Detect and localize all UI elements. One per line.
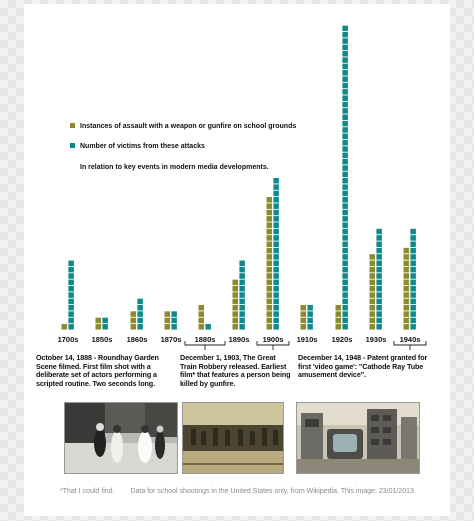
bar-unit-1900s [273, 178, 279, 184]
bar-unit-1900s [273, 267, 279, 273]
bar-unit-1930s [370, 280, 376, 286]
photo-great-train-robbery [182, 402, 284, 474]
bar-unit-1900s [273, 229, 279, 235]
bar-unit-1910s [307, 311, 313, 317]
x-tick-label: 1910s [296, 335, 318, 344]
bar-unit-1850s [102, 318, 108, 324]
x-tick-label: 1890s [228, 335, 250, 344]
photo-roundhay-garden [64, 402, 178, 474]
bar-unit-1930s [370, 254, 376, 260]
bar-unit-1920s [342, 178, 348, 184]
bar-unit-1920s [342, 311, 348, 317]
bar-unit-1940s [404, 261, 410, 267]
bar-unit-1910s [307, 305, 313, 311]
bar-unit-1910s [301, 318, 307, 324]
bar-unit-1900s [273, 222, 279, 228]
bar-unit-1920s [342, 254, 348, 260]
bar-unit-1890s [239, 286, 245, 292]
bar-unit-1890s [233, 324, 239, 330]
bar-unit-1890s [233, 318, 239, 324]
bar-unit-1920s [342, 261, 348, 267]
bar-unit-1900s [273, 261, 279, 267]
bar-unit-1940s [410, 235, 416, 241]
x-tick-label: 1860s [126, 335, 148, 344]
bar-unit-1890s [239, 273, 245, 279]
bar-unit-1920s [342, 89, 348, 95]
bar-unit-1900s [273, 235, 279, 241]
bar-unit-1700s [68, 273, 74, 279]
bar-unit-1940s [410, 324, 416, 330]
bar-unit-1940s [404, 280, 410, 286]
bar-unit-1860s [131, 311, 137, 317]
bar-unit-1900s [273, 273, 279, 279]
bar-unit-1930s [370, 261, 376, 267]
bar-unit-1900s [273, 210, 279, 216]
bar-unit-1930s [376, 299, 382, 305]
bar-unit-1920s [342, 121, 348, 127]
bar-unit-1920s [342, 216, 348, 222]
bar-unit-1920s [342, 267, 348, 273]
bar-unit-1920s [342, 45, 348, 51]
bar-unit-1900s [267, 235, 273, 241]
bar-unit-1930s [376, 248, 382, 254]
bar-unit-1930s [370, 305, 376, 311]
bar-unit-1920s [342, 102, 348, 108]
bar-unit-1900s [267, 203, 273, 209]
bar-unit-1850s [96, 324, 102, 330]
bar-unit-1890s [239, 305, 245, 311]
x-tick-label: 1870s [160, 335, 182, 344]
bar-unit-1880s [199, 318, 205, 324]
bar-unit-1860s [137, 305, 143, 311]
bar-unit-1900s [267, 299, 273, 305]
bar-unit-1900s [267, 197, 273, 203]
bar-unit-1920s [342, 159, 348, 165]
bar-unit-1900s [267, 222, 273, 228]
bar-unit-1940s [404, 299, 410, 305]
bar-unit-1900s [267, 242, 273, 248]
bar-unit-1900s [273, 197, 279, 203]
bar-unit-1920s [342, 38, 348, 44]
bar-unit-1890s [239, 299, 245, 305]
bar-unit-1930s [376, 311, 382, 317]
bar-unit-1940s [410, 305, 416, 311]
bar-unit-1920s [342, 197, 348, 203]
bar-unit-1930s [376, 235, 382, 241]
bar-unit-1700s [68, 280, 74, 286]
footnote: *That I could find. [60, 488, 115, 495]
bar-unit-1930s [370, 324, 376, 330]
bar-unit-1930s [376, 229, 382, 235]
bar-unit-1900s [267, 261, 273, 267]
bar-unit-1940s [410, 229, 416, 235]
bar-unit-1930s [376, 324, 382, 330]
bar-unit-1900s [267, 318, 273, 324]
bar-unit-1890s [233, 311, 239, 317]
bar-unit-1900s [267, 292, 273, 298]
bar-unit-1900s [273, 286, 279, 292]
bar-unit-1930s [376, 292, 382, 298]
bar-unit-1700s [68, 286, 74, 292]
bar-unit-1920s [342, 191, 348, 197]
bar-unit-1910s [307, 324, 313, 330]
bar-unit-1900s [267, 216, 273, 222]
bar-unit-1920s [342, 32, 348, 38]
bar-unit-1920s [342, 242, 348, 248]
bar-unit-1890s [239, 318, 245, 324]
bar-unit-1900s [267, 273, 273, 279]
bar-unit-1850s [96, 318, 102, 324]
bar-unit-1940s [410, 254, 416, 260]
bar-unit-1920s [342, 115, 348, 121]
bar-unit-1940s [404, 318, 410, 324]
bar-unit-1900s [273, 324, 279, 330]
bar-unit-1930s [370, 273, 376, 279]
bar-unit-1940s [410, 273, 416, 279]
bar-unit-1890s [239, 267, 245, 273]
bar-unit-1900s [267, 229, 273, 235]
bar-unit-1890s [239, 292, 245, 298]
bar-unit-1940s [410, 248, 416, 254]
bar-unit-1900s [273, 280, 279, 286]
bar-unit-1940s [410, 280, 416, 286]
x-tick-label: 1940s [399, 335, 421, 344]
bar-unit-1930s [376, 318, 382, 324]
bar-unit-1940s [404, 254, 410, 260]
bar-unit-1900s [273, 318, 279, 324]
bar-unit-1910s [301, 324, 307, 330]
bar-unit-1890s [233, 286, 239, 292]
bar-unit-1940s [410, 292, 416, 298]
bar-unit-1920s [342, 280, 348, 286]
bar-unit-1700s [68, 299, 74, 305]
bar-unit-1920s [336, 305, 342, 311]
bar-unit-1920s [342, 235, 348, 241]
bar-unit-1870s [165, 311, 171, 317]
x-tick-label: 1880s [194, 335, 216, 344]
bar-unit-1940s [410, 267, 416, 273]
bar-unit-1920s [342, 222, 348, 228]
bar-unit-1910s [307, 318, 313, 324]
bar-unit-1940s [410, 286, 416, 292]
legend-swatch [70, 123, 75, 128]
bar-unit-1890s [233, 292, 239, 298]
bar-unit-1900s [267, 286, 273, 292]
bar-unit-1860s [131, 318, 137, 324]
bar-unit-1920s [342, 324, 348, 330]
bar-unit-1940s [410, 242, 416, 248]
bar-unit-1890s [239, 311, 245, 317]
bar-unit-1930s [376, 273, 382, 279]
bar-unit-1920s [342, 153, 348, 159]
bar-unit-1900s [273, 203, 279, 209]
bar-unit-1700s [62, 324, 68, 330]
photo-cathode-ray-device [296, 402, 420, 474]
bar-unit-1900s [273, 311, 279, 317]
bar-unit-1860s [137, 299, 143, 305]
bar-unit-1940s [410, 311, 416, 317]
bar-unit-1900s [267, 305, 273, 311]
bar-unit-1930s [376, 280, 382, 286]
bar-unit-1900s [267, 280, 273, 286]
bar-unit-1900s [273, 254, 279, 260]
bar-unit-1860s [137, 324, 143, 330]
bar-unit-1890s [233, 280, 239, 286]
bar-unit-1700s [68, 318, 74, 324]
bar-unit-1930s [376, 267, 382, 273]
bar-unit-1860s [137, 311, 143, 317]
bar-unit-1920s [342, 140, 348, 146]
bar-unit-1900s [273, 299, 279, 305]
chart-note: In relation to key events in modern media developments. [80, 164, 269, 171]
bar-unit-1920s [342, 248, 348, 254]
legend-swatch [70, 143, 75, 148]
legend-label: Number of victims from these attacks [80, 143, 205, 150]
bar-unit-1940s [410, 261, 416, 267]
bar-unit-1890s [239, 280, 245, 286]
x-tick-label: 1920s [331, 335, 353, 344]
bar-unit-1920s [342, 286, 348, 292]
bar-unit-1940s [404, 324, 410, 330]
bar-unit-1900s [267, 248, 273, 254]
bar-unit-1700s [68, 261, 74, 267]
bar-unit-1890s [239, 324, 245, 330]
bar-unit-1930s [376, 242, 382, 248]
bar-unit-1900s [273, 216, 279, 222]
bar-unit-1900s [273, 191, 279, 197]
bar-unit-1920s [342, 172, 348, 178]
bar-unit-1920s [336, 324, 342, 330]
footer [60, 488, 414, 495]
bar-unit-1890s [233, 299, 239, 305]
bar-unit-1870s [165, 324, 171, 330]
bar-unit-1920s [342, 318, 348, 324]
bar-unit-1860s [137, 318, 143, 324]
bar-unit-1930s [376, 254, 382, 260]
bar-unit-1920s [342, 83, 348, 89]
x-tick-label: 1850s [91, 335, 113, 344]
bar-unit-1940s [410, 318, 416, 324]
bar-unit-1900s [267, 267, 273, 273]
bar-unit-1700s [68, 311, 74, 317]
bar-unit-1900s [273, 248, 279, 254]
bar-unit-1940s [404, 273, 410, 279]
bar-unit-1930s [370, 292, 376, 298]
bar-unit-1900s [273, 184, 279, 190]
bar-unit-1880s [199, 311, 205, 317]
bar-unit-1930s [370, 267, 376, 273]
bar-unit-1940s [404, 305, 410, 311]
bar-unit-1940s [404, 286, 410, 292]
x-tick-label: 1700s [57, 335, 79, 344]
bar-unit-1900s [273, 242, 279, 248]
bar-unit-1900s [267, 324, 273, 330]
bar-unit-1920s [342, 273, 348, 279]
bar-unit-1920s [342, 134, 348, 140]
bar-unit-1880s [199, 324, 205, 330]
bar-unit-1940s [410, 299, 416, 305]
bar-unit-1930s [376, 261, 382, 267]
x-tick-label: 1930s [365, 335, 387, 344]
bar-unit-1940s [404, 248, 410, 254]
bar-unit-1920s [342, 165, 348, 171]
bar-unit-1870s [171, 311, 177, 317]
bar-unit-1870s [171, 318, 177, 324]
bar-unit-1900s [267, 210, 273, 216]
bar-unit-1850s [102, 324, 108, 330]
bar-unit-1900s [267, 254, 273, 260]
annotation-roundhay: October 14, 1888 - Roundhay Garden Scene filmed. First film shot with a deliberate set of actors performing a scripted routine. Two seconds long. [36, 353, 159, 388]
annotation-train-robbery: December 1, 1903, The Great Train Robbery released. Earliest film* that features a person being killed by gunfire. [180, 353, 291, 388]
bar-unit-1900s [267, 311, 273, 317]
bar-unit-1930s [376, 286, 382, 292]
bar-unit-1890s [239, 261, 245, 267]
source-note: Data for school shootings in the United States only, from Wikipedia. This image: 23/01/2013 [130, 488, 414, 495]
bar-unit-1700s [68, 324, 74, 330]
bar-unit-1700s [68, 267, 74, 273]
legend-label: Instances of assault with a weapon or gunfire on school grounds [80, 123, 297, 130]
annotation-video-game: December 14, 1948 - Patent granted for first 'video game': "Cathode Ray Tube amusement device". [298, 353, 428, 380]
x-tick-label: 1900s [262, 335, 284, 344]
bar-unit-1920s [342, 203, 348, 209]
bar-unit-1920s [342, 299, 348, 305]
bar-unit-1920s [342, 70, 348, 76]
bar-unit-1900s [273, 292, 279, 298]
bar-unit-1940s [404, 267, 410, 273]
bar-unit-1880s [205, 324, 211, 330]
bar-unit-1920s [342, 146, 348, 152]
bar-unit-1920s [342, 108, 348, 114]
bar-unit-1910s [301, 311, 307, 317]
bar-unit-1920s [342, 57, 348, 63]
bar-unit-1870s [165, 318, 171, 324]
bar-unit-1920s [342, 210, 348, 216]
bar-unit-1940s [404, 292, 410, 298]
bar-unit-1920s [342, 184, 348, 190]
bar-unit-1930s [370, 318, 376, 324]
bar-unit-1880s [199, 305, 205, 311]
bar-unit-1910s [301, 305, 307, 311]
bar-unit-1930s [370, 311, 376, 317]
bar-unit-1920s [342, 64, 348, 69]
bar-unit-1930s [376, 305, 382, 311]
bar-unit-1890s [233, 305, 239, 311]
bar-unit-1930s [370, 299, 376, 305]
bar-unit-1920s [342, 95, 348, 101]
bar-unit-1920s [342, 76, 348, 82]
bar-unit-1920s [336, 311, 342, 317]
bar-unit-1940s [404, 311, 410, 317]
bar-unit-1920s [342, 26, 348, 32]
bar-unit-1920s [342, 305, 348, 311]
bar-unit-1920s [342, 51, 348, 57]
bar-unit-1920s [336, 318, 342, 324]
bar-unit-1870s [171, 324, 177, 330]
bar-unit-1900s [273, 305, 279, 311]
bar-unit-1920s [342, 127, 348, 133]
bar-unit-1700s [68, 305, 74, 311]
bar-unit-1920s [342, 292, 348, 298]
bar-unit-1920s [342, 229, 348, 235]
bar-unit-1860s [131, 324, 137, 330]
bar-unit-1700s [68, 292, 74, 298]
bar-unit-1930s [370, 286, 376, 292]
